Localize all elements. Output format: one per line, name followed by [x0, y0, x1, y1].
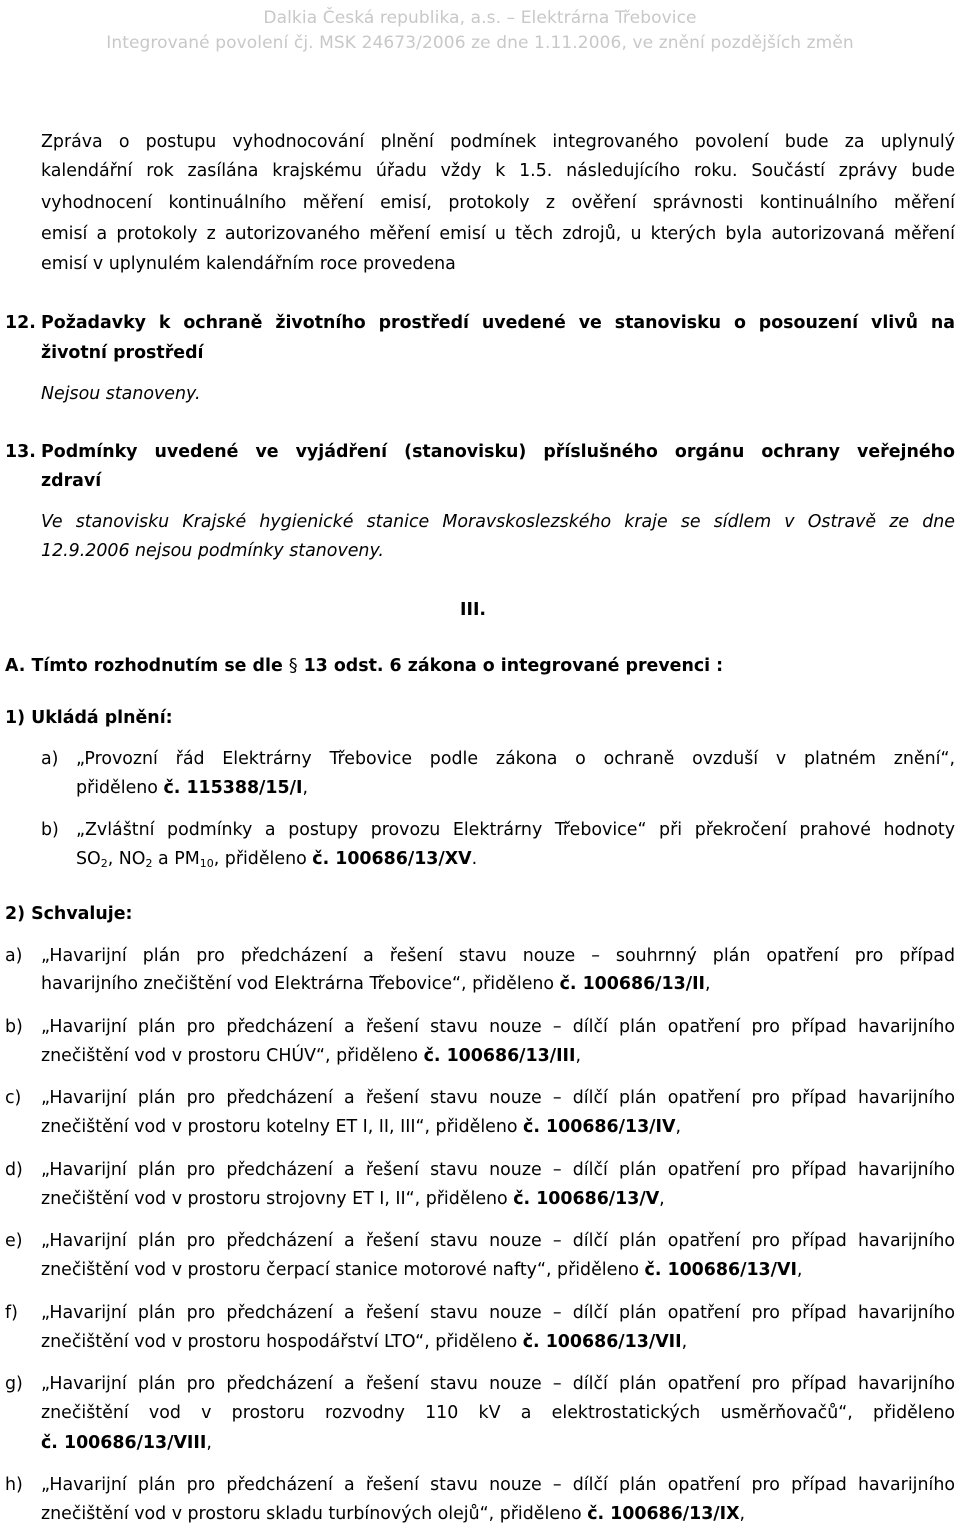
point-2-d-line-2	[41, 1185, 665, 1214]
part-a-heading	[5, 652, 723, 681]
point-2-e-line-1: „Havarijní plán pro předcházení a řešení stavu nouze – dílčí plán opatření pro případ havarijního	[41, 1231, 955, 1251]
point-2-g-label: g)	[5, 1374, 23, 1394]
point-2-d-line-1: „Havarijní plán pro předcházení a řešení stavu nouze – dílčí plán opatření pro případ havarijního	[41, 1160, 955, 1180]
header-company: Dalkia Česká republika, a.s. – Elektrárna Třebovice	[263, 8, 697, 28]
part-roman-heading: III.	[460, 600, 487, 620]
point-2-h-text: znečištění vod v prostoru skladu turbínových olejů“, přiděleno	[41, 1504, 582, 1524]
point-2-h-line-1: „Havarijní plán pro předcházení a řešení stavu nouze – dílčí plán opatření pro případ havarijního	[41, 1475, 955, 1495]
point-2-a-line-1: „Havarijní plán pro předcházení a řešení stavu nouze – souhrnný plán opatření pro případ	[41, 946, 955, 966]
section-13-title-line-2: zdraví	[41, 471, 102, 491]
point-2-heading: 2) Schvaluje:	[5, 904, 133, 924]
intro-line-1: Zpráva o postupu vyhodnocování plnění podmínek integrovaného povolení bude za uplynulý	[41, 132, 955, 152]
point-2-a-line-2	[41, 970, 711, 999]
section-13-body-line-1: Ve stanovisku Krajské hygienické stanice Moravskoslezského kraje se sídlem v Ostravě ze dne	[41, 512, 955, 532]
point-2-h-label: h)	[5, 1475, 23, 1495]
no-subscript: 2	[145, 857, 153, 870]
section-12-title-line-1: Požadavky k ochraně životního prostředí uvedené ve stanovisku o posouzení vlivů na	[41, 313, 955, 333]
point-2-f-line-1: „Havarijní plán pro předcházení a řešení stavu nouze – dílčí plán opatření pro případ havarijního	[41, 1303, 955, 1323]
header-permit-ref: Integrované povolení čj. MSK 24673/2006 ze dne 1.11.2006, ve znění pozdějších změn	[106, 33, 854, 53]
intro-line-4: emisí a protokoly z autorizovaného měření emisí u těch zdrojů, u kterých byla autorizovaná měření	[41, 224, 955, 244]
point-2-e-text: znečištění vod v prostoru čerpací stanice motorové nafty“, přiděleno	[41, 1260, 639, 1280]
section-12-number: 12.	[5, 313, 36, 333]
point-2-f-label: f)	[5, 1303, 18, 1323]
point-2-e-label: e)	[5, 1231, 23, 1251]
point-2-e-ref: č. 100686/13/VI	[644, 1260, 797, 1280]
point-2-d-text: znečištění vod v prostoru strojovny ET I, II“, přiděleno	[41, 1189, 508, 1209]
point-2-e-end: ,	[796, 1260, 803, 1280]
point-2-g-end: ,	[206, 1433, 212, 1453]
section-12-body: Nejsou stanoveny.	[41, 384, 201, 404]
no-text: , NO	[107, 849, 146, 869]
point-1-a-ref: č. 115388/15/I	[163, 778, 303, 798]
point-2-f-text: znečištění vod v prostoru hospodářství LTO“, přiděleno	[41, 1332, 518, 1352]
point-2-a-ref: č. 100686/13/II	[559, 974, 706, 994]
section-13-body-line-2: 12.9.2006 nejsou podmínky stanoveny.	[41, 541, 384, 561]
point-1-heading: 1) Ukládá plnění:	[5, 708, 173, 728]
part-a-heading-text: A. Tímto rozhodnutím se dle	[5, 656, 283, 676]
point-2-g-ref: č. 100686/13/VIII	[41, 1433, 207, 1453]
point-1-b-tail: , přiděleno	[213, 849, 307, 869]
intro-line-2: kalendářní rok zasílána krajskému úřadu vždy k 1.5. následujícího roku. Součástí zprávy bude	[41, 161, 955, 181]
point-2-h-end: ,	[739, 1504, 746, 1524]
section-12-title-line-2: životní prostředí	[41, 343, 204, 363]
point-1-b-ref: č. 100686/13/XV	[312, 849, 472, 869]
point-2-a-label: a)	[5, 946, 23, 966]
point-2-b-ref: č. 100686/13/III	[423, 1046, 576, 1066]
point-1-a-line-1: „Provozní řád Elektrárny Třebovice podle zákona o ochraně ovzduší v platném znění“,	[76, 749, 955, 769]
part-a-heading-text-b: 13 odst. 6 zákona o integrované prevenci :	[303, 656, 724, 676]
point-2-g-line-2: znečištění vod v prostoru rozvodny 110 kV a elektrostatických usměrňovačů“, přiděleno	[41, 1403, 955, 1423]
point-2-b-text: znečištění vod v prostoru CHÚV“, přiděleno	[41, 1046, 419, 1066]
point-1-b-end: .	[471, 849, 478, 869]
so-text: SO	[76, 849, 101, 869]
section-13-number: 13.	[5, 442, 36, 462]
point-2-c-line-1: „Havarijní plán pro předcházení a řešení stavu nouze – dílčí plán opatření pro případ havarijního	[41, 1088, 955, 1108]
point-2-c-ref: č. 100686/13/IV	[523, 1117, 676, 1137]
point-2-a-end: ,	[705, 974, 711, 994]
point-2-b-line-2	[41, 1042, 581, 1071]
point-1-a-text: přiděleno	[76, 778, 158, 798]
intro-line-3: vyhodnocení kontinuálního měření emisí, protokoly z ověření správnosti kontinuálního měření	[41, 193, 955, 213]
point-2-f-line-2	[41, 1328, 687, 1357]
pm-subscript: 10	[199, 857, 214, 870]
point-2-f-end: ,	[681, 1332, 688, 1352]
point-2-h-ref: č. 100686/13/IX	[587, 1504, 740, 1524]
pm-text: a PM	[152, 849, 200, 869]
point-1-b-line-1: „Zvláštní podmínky a postupy provozu Elektrárny Třebovice“ při překročení prahové hodnoty	[76, 820, 955, 840]
point-2-b-end: ,	[575, 1046, 582, 1066]
intro-line-5: emisí v uplynulém kalendářním roce provedena	[41, 254, 456, 274]
point-2-d-label: d)	[5, 1160, 23, 1180]
point-2-d-end: ,	[659, 1189, 665, 1209]
point-2-e-line-2	[41, 1256, 802, 1285]
point-1-a-line-2	[76, 774, 308, 803]
point-1-b-line-2	[76, 845, 477, 874]
point-1-a-end: ,	[302, 778, 308, 798]
point-1-b-label: b)	[41, 820, 59, 840]
point-2-b-line-1: „Havarijní plán pro předcházení a řešení stavu nouze – dílčí plán opatření pro případ havarijního	[41, 1017, 955, 1037]
section-13-title-line-1: Podmínky uvedené ve vyjádření (stanovisku) příslušného orgánu ochrany veřejného	[41, 442, 955, 462]
point-2-g-line-3	[41, 1429, 212, 1458]
point-2-a-text: havarijního znečištění vod Elektrárna Třebovice“, přiděleno	[41, 974, 555, 994]
section-sign: §	[288, 656, 298, 676]
point-2-b-label: b)	[5, 1017, 23, 1037]
so-subscript: 2	[100, 857, 108, 870]
point-2-d-ref: č. 100686/13/V	[513, 1189, 660, 1209]
point-1-a-label: a)	[41, 749, 59, 769]
point-2-g-line-1: „Havarijní plán pro předcházení a řešení stavu nouze – dílčí plán opatření pro případ havarijního	[41, 1374, 955, 1394]
point-2-h-line-2	[41, 1500, 745, 1529]
point-2-f-ref: č. 100686/13/VII	[522, 1332, 682, 1352]
point-2-c-line-2	[41, 1113, 681, 1142]
point-2-c-label: c)	[5, 1088, 22, 1108]
point-2-c-end: ,	[675, 1117, 681, 1137]
point-2-c-text: znečištění vod v prostoru kotelny ET I, II, III“, přiděleno	[41, 1117, 518, 1137]
